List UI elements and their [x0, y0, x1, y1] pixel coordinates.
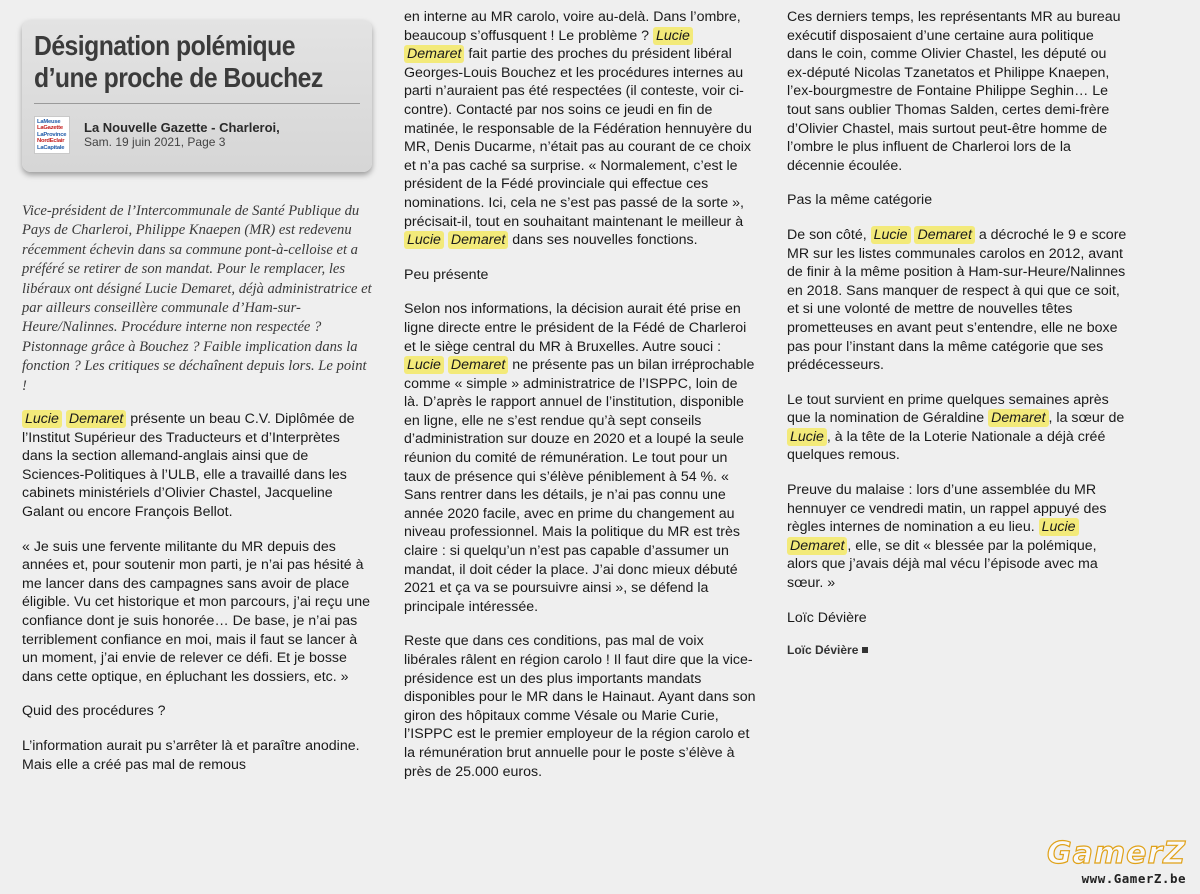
paragraph: Reste que dans ces conditions, pas mal de voix libérales râlent en région carolo ! Il faut dire que la vice-présidence est un des plus importants mandats disponibles pour le MR dans le Hainaut. Ayant dans son giron des hôpitaux comme Vésale ou Marie Curie, l’ISPPC est le premier employeur de la région carolo et la rémunération brut annuelle pour le poste s’élève à près de 25.000 euros.	[404, 633, 756, 780]
source-row	[34, 116, 360, 154]
name-highlight: Demaret	[914, 226, 974, 244]
paragraph-text: fait partie des proches du président libéral Georges-Louis Bouchez et les procédures internes au parti n’auraient pas été respectées (il conteste, voir ci-contre). Contacté par nos soins ce jeudi en fin de matinée, le responsable de la Fédération hennuyère du MR, Denis Ducarme, n’était pas au courant de ce choix et n’a pas caché sa surprise. « Normalement, c’est le président de la Fédé provinciale qui effectue ces nominations. Ici, cela ne s’est pas passé de la sorte », précisait-il, tout en souhaitant maintenant le meilleur à	[404, 46, 752, 230]
paragraph-text: a décroché le 9 e score MR sur les listes communales carolos en 2012, avant de finir à la même position à Ham-sur-Heure/Nalinnes en 2018. Sans manquer de respect à qui que ce soit, et si une volonté de mettre de nouvelles têtes prometteuses en avant peut s’entendre, elle ne boxe pas pour l’instant dans la même catégorie que ses prédécesseurs.	[787, 226, 1127, 374]
paragraph-text: Le tout survient en prime quelques semaines après que la nomination de Géraldine	[787, 391, 1109, 427]
watermark-logo: GamerZ	[1046, 836, 1186, 871]
paragraph	[787, 226, 1127, 375]
paragraph-text: , la sœur de	[1048, 410, 1125, 427]
name-highlight: Lucie	[404, 356, 444, 374]
paragraph: Ces derniers temps, les représentants MR au bureau exécutif disposaient d’une certaine aura politique dans le coin, comme Olivier Chastel, les député ou ex-député Nicolas Tzanetatos et Philippe Knaepen, l’ex-bourgmestre de Fontaine Philippe Seghin… Le tout sans oublier Thomas Salden, certes demi-frère d’Olivier Chastel, mais surtout peut-être homme de l’ombre le plus influent de Charleroi lors de la décennie écoulée.	[787, 9, 1121, 174]
paragraph: L’information aurait pu s’arrêter là et paraître anodine. Mais elle a créé pas mal de remous	[22, 737, 360, 773]
signature-text: Loïc Dévière	[787, 643, 859, 658]
headline-divider	[34, 103, 360, 104]
author-line: Loïc Dévière	[787, 609, 867, 626]
author-signature	[787, 641, 1127, 660]
paragraph-text: dans ses nouvelles fonctions.	[508, 232, 698, 249]
name-highlight: Demaret	[448, 356, 508, 374]
paragraph-text: , à la tête de la Loterie Nationale a déjà créé quelques remous.	[787, 428, 1106, 464]
source-date: Sam. 19 juin 2021, Page 3	[84, 135, 226, 149]
name-highlight: Demaret	[404, 45, 464, 63]
name-highlight: Demaret	[787, 537, 847, 555]
subheading: Pas la même catégorie	[787, 192, 933, 209]
name-highlight: Demaret	[66, 410, 126, 428]
name-highlight: Lucie	[404, 231, 444, 249]
watermark-url: www.GamerZ.be	[1081, 871, 1186, 886]
paragraph-text: Selon nos informations, la décision aurait été prise en ligne directe entre le président de la Fédé de Charleroi et le siège central du MR à Bruxelles. Autre souci :	[404, 301, 747, 355]
column-1	[22, 8, 374, 790]
name-highlight: Lucie	[1039, 518, 1079, 536]
name-highlight: Lucie	[653, 27, 693, 45]
name-highlight: Lucie	[787, 428, 827, 446]
title-card	[22, 20, 372, 172]
paragraph-text: , elle, se dit « blessée par la polémique, alors que j’avais déjà mal vécu l’épisode avec ma sœur. »	[787, 537, 1098, 592]
publisher-logo	[34, 116, 70, 154]
name-highlight: Lucie	[22, 410, 62, 428]
headline	[34, 30, 327, 94]
paragraph: « Je suis une fervente militante du MR depuis des années et, pour soutenir mon parti, je n’ai pas hésité à me lancer dans des campagnes sans avoir de place éligible. Vu cet historique et mon parcours, j’ai reçu une confiance dont je suis honorée… De base, je n’ai pas terriblement confiance en moi, mais il faut se lancer à un moment, j’ai envie de relever ce défi. Et je bosse dans cette optique, en épluchant les dossiers, etc. »	[22, 538, 371, 685]
headline-line-2: d’une proche de Bouchez	[34, 62, 323, 93]
paragraph-text: présente un beau C.V. Diplômée de l’Institut Supérieur des Traducteurs et d’Interprètes dans la section allemand-anglais ainsi que de Sciences-Politiques à l’ULB, elle a travaillé dans les cabinets ministériels d’Olivier Chastel, Jacqueline Galant ou encore François Bellot.	[22, 411, 355, 521]
subheading: Quid des procédures ?	[22, 703, 166, 720]
logo-line: LaMeuse	[37, 118, 61, 125]
paragraph-text: en interne au MR carolo, voire au-delà. Dans l’ombre, beaucoup s’offusquent ! Le problème ?	[404, 9, 741, 44]
column-2	[404, 8, 756, 797]
logo-line: LaProvince	[37, 131, 67, 138]
name-highlight: Demaret	[988, 409, 1048, 427]
logo-line: LaGazette	[37, 125, 63, 132]
paragraph-text: ne présente pas un bilan irréprochable comme « simple » administratrice de l’ISPPC, loin de là. D’après le rapport annuel de l’institution, disponible en ligne, elle ne s’est rendue qu’à sept conseils d’administration sur douze en 2020 et a loupé la seule réunion du comité de rémunération. Le tout pour un taux de présence qui s’élève péniblement à 54 %. « Sans rentrer dans les détails, je n’ai pas connu une année 2020 facile, avec en prime du changement au niveau professionnel. Mais la politique du MR est très claire : si quelqu’un n’est pas capable d’assumer un mandat, il doit céder la place. J’ai donc mieux débuté 2021 et ça va se poursuivre ainsi », se défend la principale intéressée.	[404, 357, 755, 615]
paragraph-text: Preuve du malaise : lors d’une assemblée du MR hennuyer ce vendredi matin, un rappel appuyé des règles internes de nomination a eu lieu.	[787, 482, 1107, 536]
source-info	[84, 116, 280, 149]
column-3	[787, 8, 1127, 660]
logo-line: NordEclair	[37, 138, 65, 145]
paragraph	[404, 8, 756, 250]
end-mark-icon	[862, 647, 868, 653]
watermark	[1046, 836, 1186, 886]
source-name: La Nouvelle Gazette - Charleroi,	[84, 120, 280, 135]
paragraph	[404, 300, 756, 616]
name-highlight: Lucie	[871, 226, 911, 244]
article-lead: Vice-président de l’Intercommunale de Santé Publique du Pays de Charleroi, Philippe Knaepen (MR) est redevenu récemment échevin dans sa commune pont-à-celloise et a préféré se retirer de son mandat. Pour le remplacer, les libéraux ont désigné Lucie Demaret, déjà administratrice et par ailleurs conseillère communale d’Ham-sur-Heure/Nalinnes. Procédure interne non respectée ? Pistonnage grâce à Bouchez ? Faible implication dans la fonction ? Les critiques se déchaînent depuis lors. Le point !	[22, 203, 372, 394]
paragraph	[22, 410, 374, 522]
name-highlight: Demaret	[448, 231, 508, 249]
logo-line: LaCapitale	[37, 144, 65, 151]
paragraph-text: De son côté,	[787, 226, 871, 243]
subheading: Peu présente	[404, 266, 489, 283]
paragraph	[787, 391, 1127, 465]
headline-line-1: Désignation polémique	[34, 30, 295, 61]
paragraph	[787, 481, 1127, 593]
